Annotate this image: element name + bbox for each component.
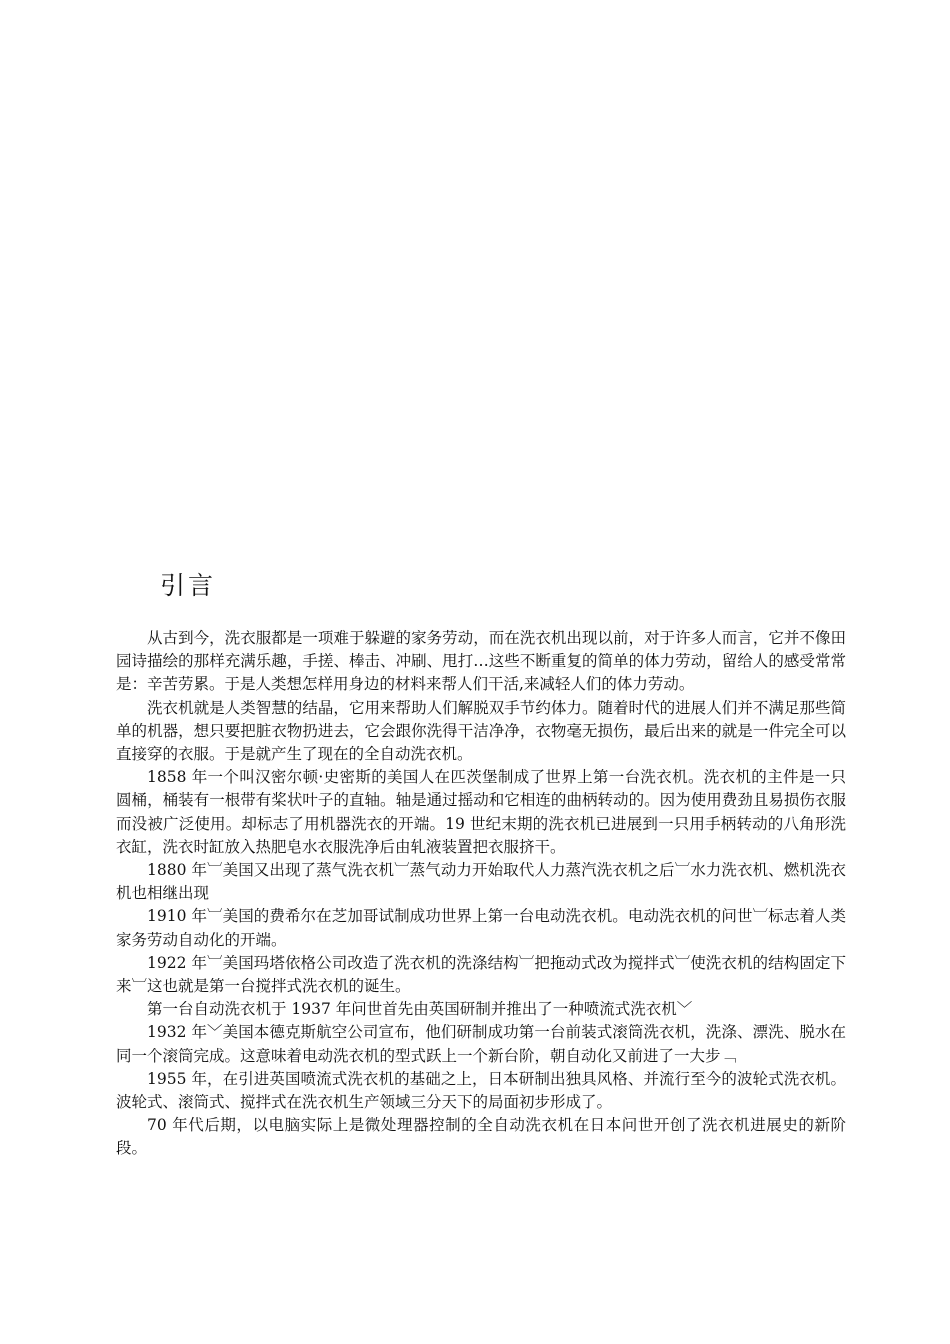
paragraph: 从古到今，洗衣服都是一项难于躲避的家务劳动，而在洗衣机出现以前，对于许多人而言，它并不像田园诗描绘的那样充满乐趣，手搓、棒击、冲刷、甩打…这些不断重复的简单的体力劳动，留给人的感受常常是：辛苦劳累。于是人类想怎样用身边的材料来帮人们干活,来减轻人们的体力劳动。 [116, 629, 846, 694]
paragraph: 1858 年一个叫汉密尔顿·史密斯的美国人在匹茨堡制成了世界上第一台洗衣机。洗衣机的主件是一只圆桶，桶装有一根带有桨状叶子的直轴。轴是通过摇动和它相连的曲柄转动的。因为使用费劲且易损伤衣服而没被广泛使用。却标志了用机器洗衣的开端。19 世纪末期的洗衣机已进展到一只用手柄转动的八角形洗衣缸，洗衣时缸放入热肥皂水衣服洗净后由轧液装置把衣服挤干。 [116, 768, 846, 856]
section-heading: 引言 [160, 571, 217, 600]
paragraph: 1880 年︺美国又出现了蒸气洗衣机︺蒸气动力开始取代人力蒸汽洗衣机之后︺水力洗衣机、燃机洗衣机也相继出现 [116, 861, 846, 903]
paragraph: 1910 年︺美国的费希尔在芝加哥试制成功世界上第一台电动洗衣机。电动洗衣机的问世︺标志着人类家务劳动自动化的开端。 [116, 907, 846, 949]
paragraph: 70 年代后期，以电脑实际上是微处理器控制的全自动洗衣机在日本问世开创了洗衣机进展史的新阶段。 [116, 1116, 846, 1158]
paragraph: 1922 年︺美国玛塔依格公司改造了洗衣机的洗涤结构︺把拖动式改为搅拌式︺使洗衣机的结构固定下来︺这也就是第一台搅拌式洗衣机的诞生。 [116, 953, 846, 996]
body-text [116, 627, 846, 1161]
paragraph: 1955 年，在引进英国喷流式洗衣机的基础之上，日本研制出独具风格、并流行至今的波轮式洗衣机。波轮式、滚筒式、搅拌式在洗衣机生产领域三分天下的局面初步形成了。 [116, 1069, 846, 1112]
paragraph: 第一台自动洗衣机于 1937 年问世首先由英国研制并推出了一种喷流式洗衣机﹀ [147, 1000, 693, 1019]
paragraph: 洗衣机就是人类智慧的结晶，它用来帮助人们解脱双手节约体力。随着时代的进展人们并不满足那些简单的机器，想只要把脏衣物扔进去，它会跟你洗得干洁净净，衣物毫无损伤，最后出来的就是一件完全可以直接穿的衣服。于是就产生了现在的全自动洗衣机。 [116, 698, 846, 764]
paragraph: 1932 年﹀美国本德克斯航空公司宣布，他们研制成功第一台前装式滚筒洗衣机，洗涤、漂洗、脱水在同一个滚筒完成。这意味着电动洗衣机的型式跃上一个新台阶，朝自动化又前进了一大步﹁ [116, 1023, 846, 1065]
